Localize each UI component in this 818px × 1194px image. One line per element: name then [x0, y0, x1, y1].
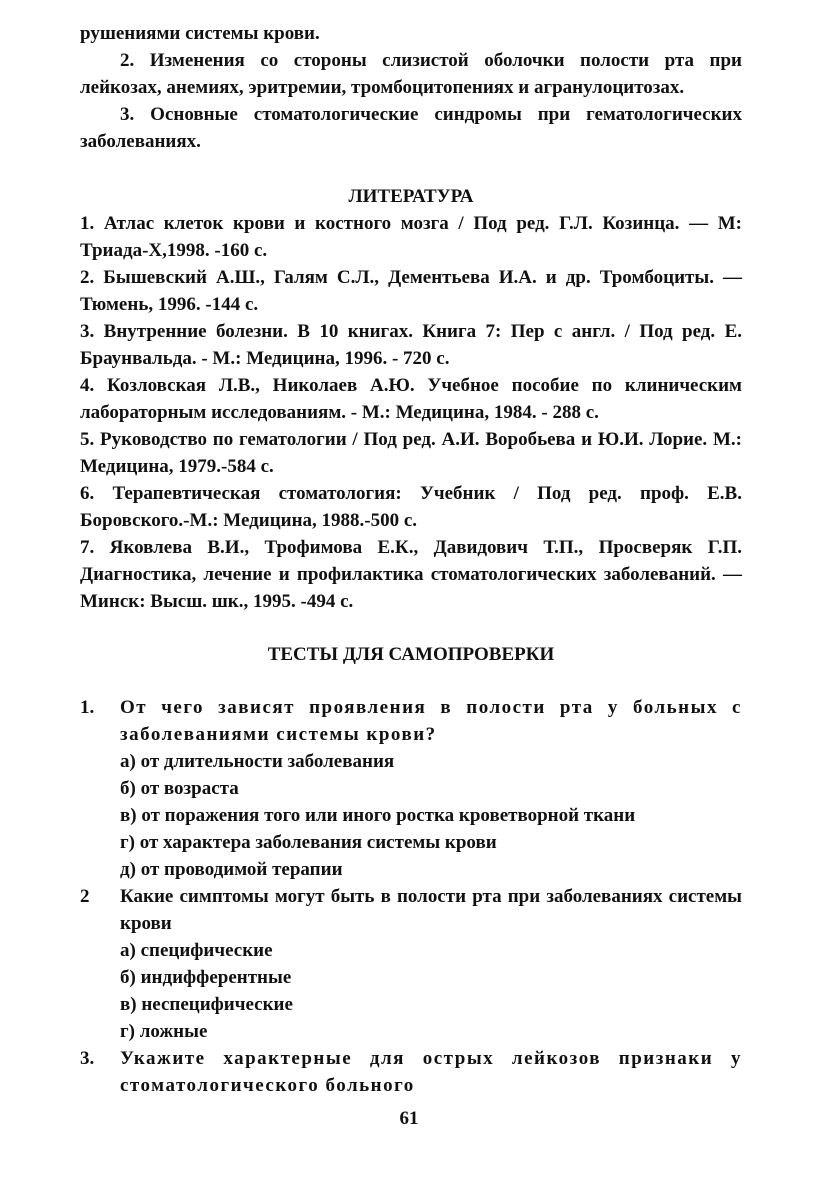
literature-item: 5. Руководство по гематологии / Под ред. А.И. Воробьева и Ю.И. Лорие. М.: Медицина, 1979.-584 с.: [80, 429, 742, 477]
answer-option: а) от длительности заболевания: [120, 751, 395, 772]
answer-option: г) от характера заболевания системы крови: [120, 832, 497, 853]
answer-option: в) неспецифические: [120, 994, 293, 1015]
question-1: [80, 694, 742, 748]
question-number: 2: [80, 886, 90, 907]
answer-option: д) от проводимой терапии: [120, 859, 343, 880]
answer-option: б) индифферентные: [120, 967, 292, 988]
answer-option: б) от возраста: [120, 778, 239, 799]
literature-item: 1. Атлас клеток крови и костного мозга / Под ред. Г.Л. Козинца. — М: Триада-Х,1998. -160 с.: [80, 213, 742, 261]
question-2: [80, 883, 742, 937]
answer-option: а) специфические: [120, 940, 273, 961]
intro-line-3: 3. Основные стоматологические синдромы при гематологических заболеваниях.: [80, 104, 742, 152]
literature-item: 3. Внутренние болезни. В 10 книгах. Книга 7: Пер с англ. / Под ред. Е. Браунвальда. - М.: Медицина, 1996. - 720 с.: [80, 321, 742, 369]
intro-line-1: рушениями системы крови.: [80, 23, 320, 44]
literature-item: 4. Козловская Л.В., Николаев А.Ю. Учебное пособие по клиническим лабораторным исследованиям. - М.: Медицина, 1984. - 288 с.: [80, 375, 742, 423]
literature-heading: ЛИТЕРАТУРА: [348, 186, 474, 207]
page-content: [80, 20, 742, 1099]
intro-section: [80, 20, 742, 155]
literature-list: [80, 210, 742, 615]
literature-item: 7. Яковлева В.И., Трофимова Е.К., Давидович Т.П., Просверяк Г.П. Диагностика, лечение и профилактика стоматологических заболеваний. — Минск: Высш. шк., 1995. -494 с.: [80, 537, 742, 612]
literature-item: 6. Терапевтическая стоматология: Учебник / Под ред. проф. Е.В. Боровского.-М.: Медицина, 1988.-500 с.: [80, 483, 742, 531]
question-text: От чего зависят проявления в полости рта у больных с заболеваниями системы крови?: [120, 697, 742, 745]
question-text: Какие симптомы могут быть в полости рта при заболеваниях системы крови: [120, 886, 742, 934]
tests-heading: ТЕСТЫ ДЛЯ САМОПРОВЕРКИ: [267, 644, 555, 665]
page-number: 61: [399, 1108, 419, 1129]
literature-item: 2. Бышевский А.Ш., Галям С.Л., Дементьева И.А. и др. Тромбоциты. — Тюмень, 1996. -144 с.: [80, 267, 742, 315]
answer-option: в) от поражения того или иного ростка кроветворной ткани: [120, 805, 636, 826]
answer-option: г) ложные: [120, 1021, 208, 1042]
question-number: 3.: [80, 1048, 95, 1069]
question-text: Укажите характерные для острых лейкозов признаки у стоматологического больного: [120, 1048, 742, 1096]
tests-list: [80, 694, 742, 1099]
intro-line-2: 2. Изменения со стороны слизистой оболочки полости рта при лейкозах, анемиях, эритремии, тромбоцитопениях и агранулоцитозах.: [80, 50, 742, 98]
question-number: 1.: [80, 697, 95, 718]
question-3: [80, 1045, 742, 1099]
